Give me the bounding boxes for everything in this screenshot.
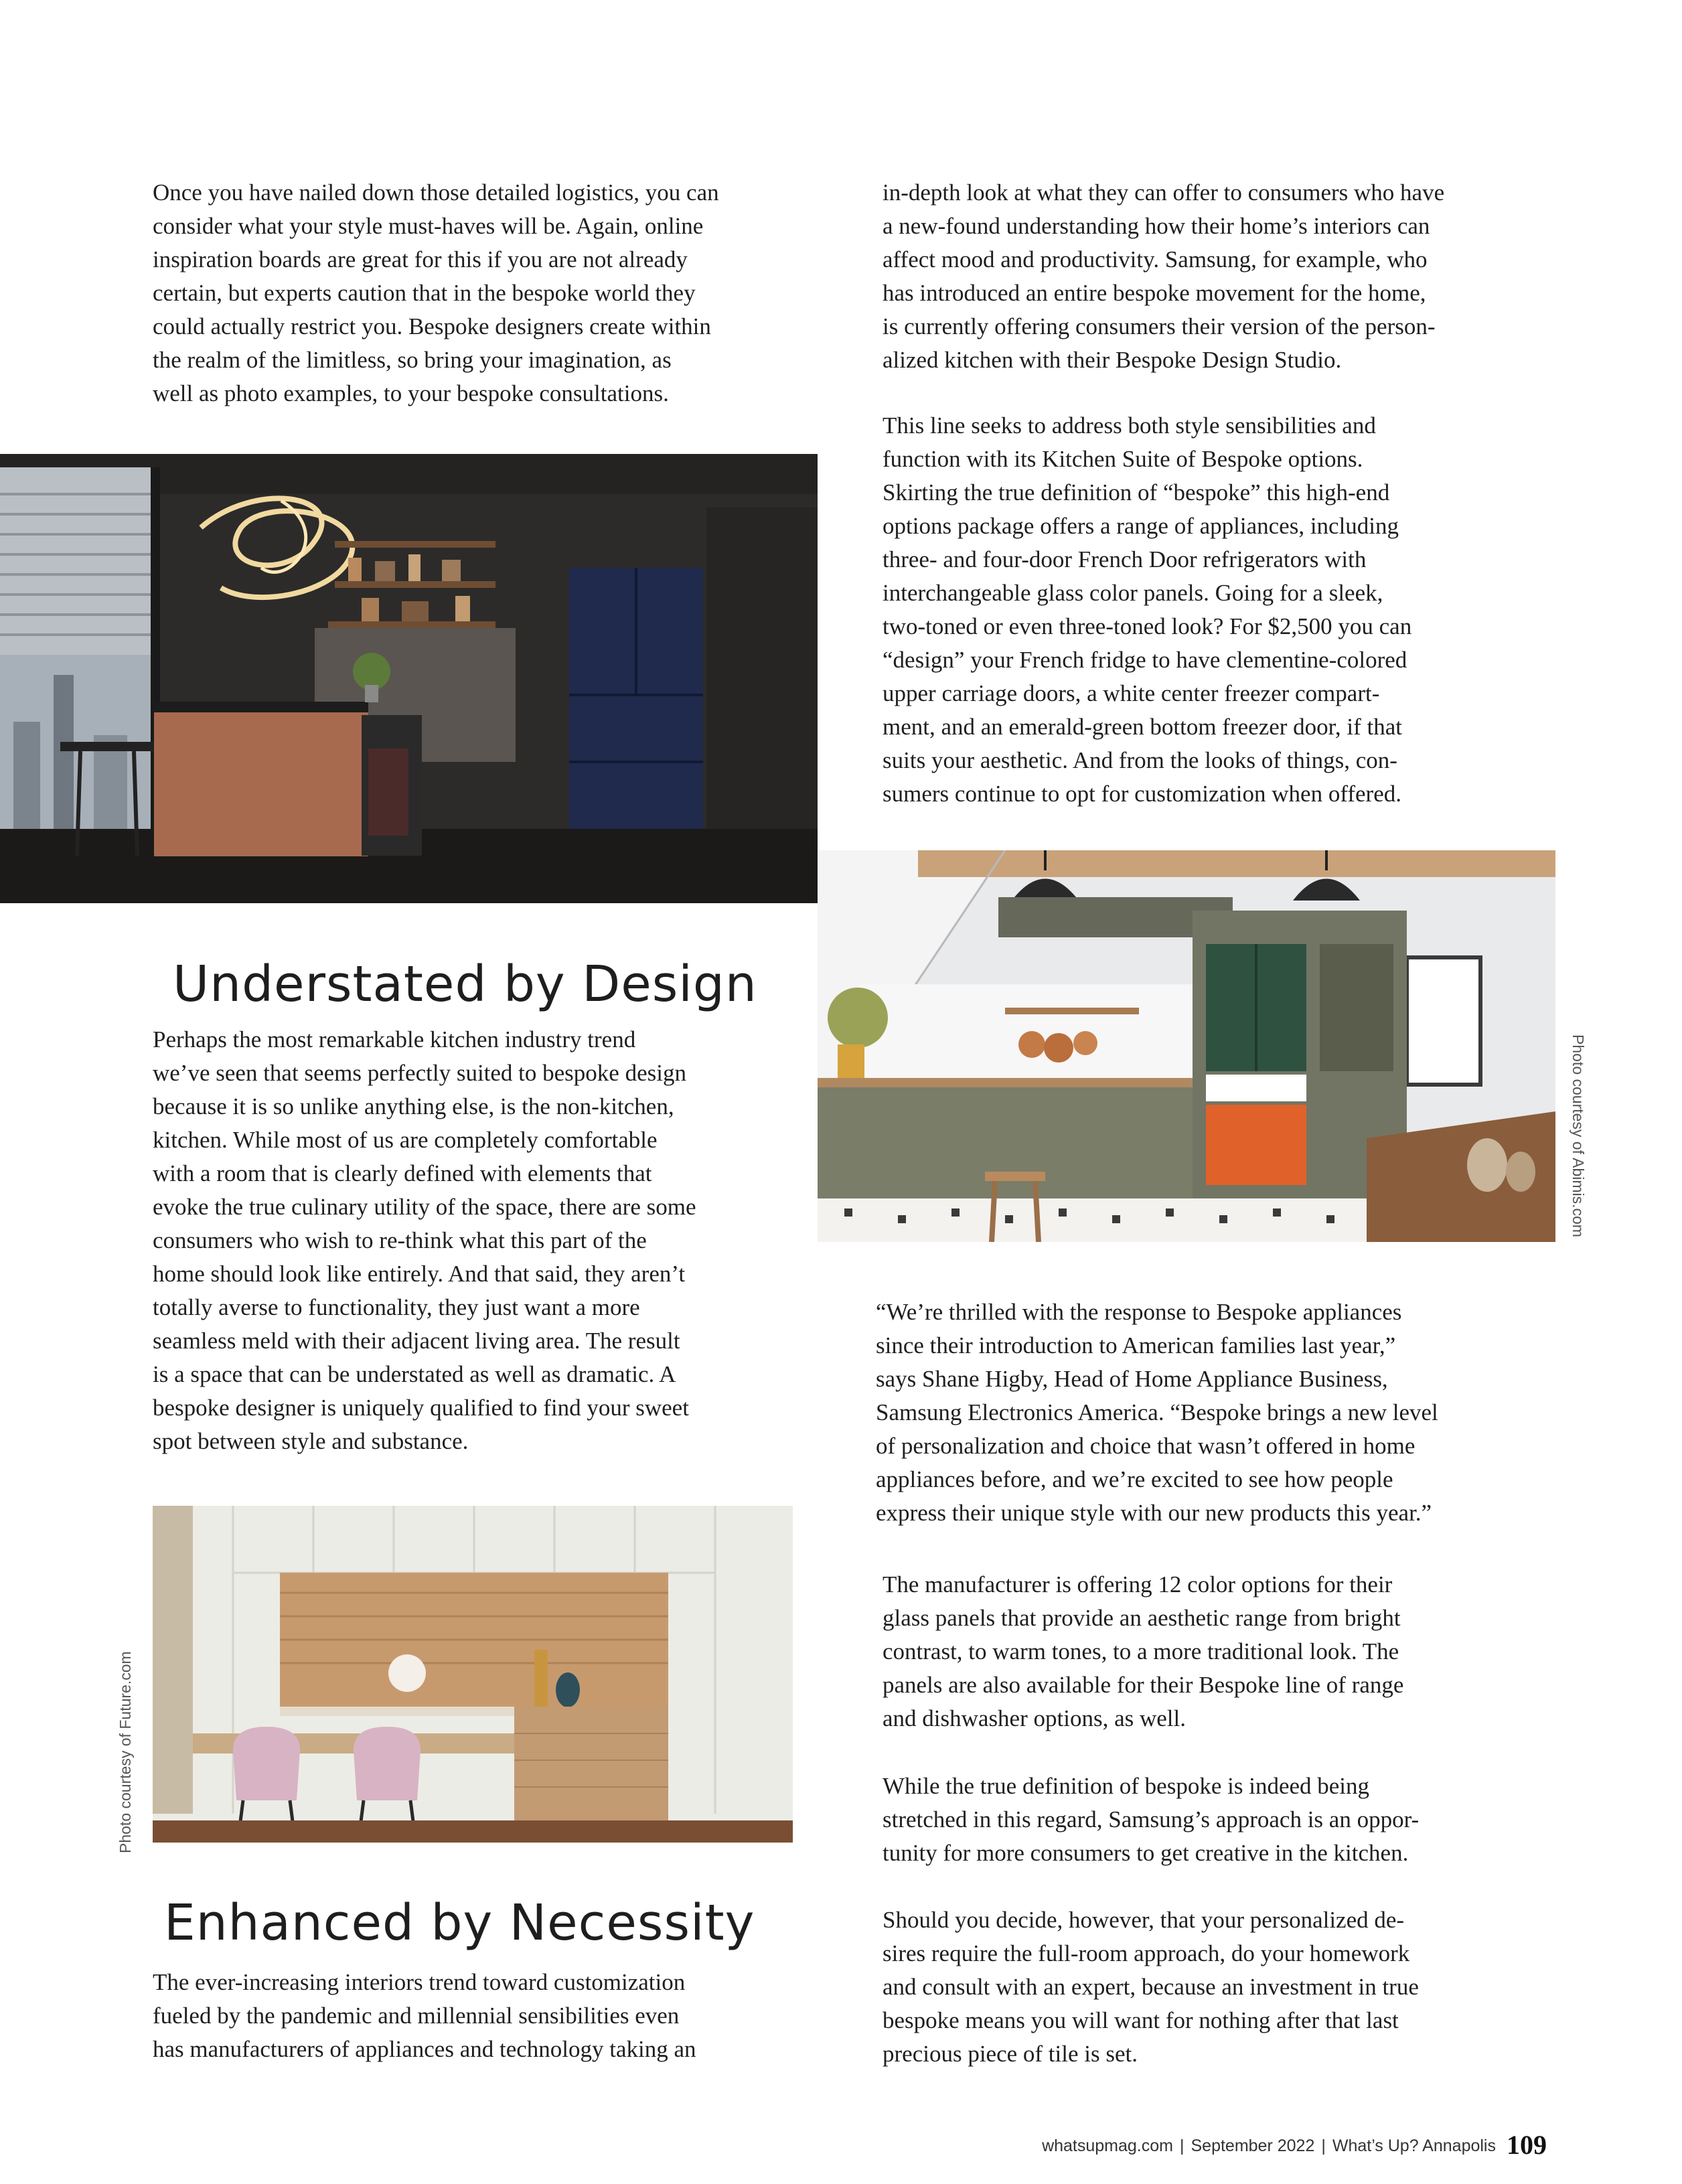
text-line: totally averse to functionality, they just want a more <box>153 1294 640 1320</box>
footer-date: September 2022 <box>1191 2136 1315 2155</box>
text-line: spot between style and substance. <box>153 1428 469 1454</box>
paragraph-customization-trend <box>153 1966 696 2066</box>
paragraph-full-room-approach <box>883 1903 1419 2071</box>
text-line: inspiration boards are great for this if you are not already <box>153 246 688 272</box>
text-line: glass panels that provide an aesthetic range from bright <box>883 1605 1401 1631</box>
text-line: well as photo examples, to your bespoke consultations. <box>153 380 669 406</box>
photo-dark-kitchen <box>0 454 818 903</box>
paragraph-kitchen-suite <box>883 409 1411 811</box>
text-line: Should you decide, however, that your personalized de- <box>883 1907 1405 1933</box>
paragraph-style-must-haves <box>153 176 719 410</box>
photo-credit-abimis: Photo courtesy of Abimis.com <box>1570 1034 1587 1237</box>
text-line: the realm of the limitless, so bring your imagination, as <box>153 347 672 373</box>
text-line: This line seeks to address both style sensibilities and <box>883 412 1376 439</box>
text-line: two-toned or even three-toned look? For $2,500 you can <box>883 613 1412 639</box>
text-line: Skirting the true definition of “bespoke” this high-end <box>883 479 1390 505</box>
page-footer <box>1042 2129 1547 2161</box>
text-line: sumers continue to opt for customization when offered. <box>883 781 1401 807</box>
photo-sage-kitchen <box>818 850 1555 1242</box>
text-line: contrast, to warm tones, to a more traditional look. The <box>883 1638 1399 1664</box>
text-line: because it is so unlike anything else, is the non-kitchen, <box>153 1093 674 1119</box>
text-line: home should look like entirely. And that said, they aren’t <box>153 1261 686 1287</box>
footer-publication: What’s Up? Annapolis <box>1332 2136 1496 2155</box>
footer-site[interactable]: whatsupmag.com <box>1042 2136 1173 2155</box>
footer-separator: | <box>1180 2136 1184 2155</box>
text-line: Samsung Electronics America. “Bespoke brings a new level <box>876 1399 1438 1425</box>
text-line: precious piece of tile is set. <box>883 2041 1138 2067</box>
text-line: appliances before, and we’re excited to see how people <box>876 1466 1393 1492</box>
text-line: bespoke designer is uniquely qualified to find your sweet <box>153 1395 689 1421</box>
paragraph-color-options <box>883 1568 1403 1735</box>
paragraph-samsung-quote <box>876 1296 1438 1530</box>
text-line: panels are also available for their Bespoke line of range <box>883 1672 1404 1698</box>
text-line: fueled by the pandemic and millennial sensibilities even <box>153 2003 680 2029</box>
text-line: a new-found understanding how their home’s interiors can <box>883 213 1430 239</box>
text-line: interchangeable glass color panels. Going for a sleek, <box>883 580 1383 606</box>
text-line: The ever-increasing interiors trend toward customization <box>153 1969 686 1995</box>
text-line: upper carriage doors, a white center freezer compart- <box>883 680 1380 706</box>
text-line: has manufacturers of appliances and technology taking an <box>153 2036 696 2062</box>
text-line: we’ve seen that seems perfectly suited to bespoke design <box>153 1060 686 1086</box>
text-line: ment, and an emerald-green bottom freezer door, if that <box>883 714 1403 740</box>
text-line: consumers who wish to re-think what this part of the <box>153 1227 647 1253</box>
text-line: alized kitchen with their Bespoke Design Studio. <box>883 347 1342 373</box>
text-line: Once you have nailed down those detailed logistics, you can <box>153 179 719 206</box>
text-line: “design” your French fridge to have clementine-colored <box>883 647 1407 673</box>
text-line: says Shane Higby, Head of Home Appliance Business, <box>876 1366 1388 1392</box>
text-line: options package offers a range of appliances, including <box>883 513 1399 539</box>
text-line: sires require the full-room approach, do your homework <box>883 1940 1410 1966</box>
text-line: stretched in this regard, Samsung’s approach is an oppor- <box>883 1806 1420 1832</box>
text-line: since their introduction to American families last year,” <box>876 1332 1396 1358</box>
text-line: of personalization and choice that wasn’t offered in home <box>876 1433 1416 1459</box>
text-line: and dishwasher options, as well. <box>883 1705 1186 1731</box>
page-number: 109 <box>1507 2130 1547 2160</box>
footer-separator: | <box>1321 2136 1326 2155</box>
photo-credit-future: Photo courtesy of Future.com <box>117 1651 134 1853</box>
heading-enhanced-by-necessity: Enhanced by Necessity <box>164 1894 755 1952</box>
text-line: Perhaps the most remarkable kitchen industry trend <box>153 1026 636 1052</box>
paragraph-definition-stretched <box>883 1770 1419 1870</box>
heading-understated-by-design: Understated by Design <box>173 955 757 1013</box>
photo-travertine-dining <box>153 1506 793 1843</box>
text-line: is currently offering consumers their version of the person- <box>883 313 1436 339</box>
text-line: certain, but experts caution that in the bespoke world they <box>153 280 696 306</box>
text-line: function with its Kitchen Suite of Bespoke options. <box>883 446 1363 472</box>
text-line: express their unique style with our new products this year.” <box>876 1500 1432 1526</box>
text-line: is a space that can be understated as well as dramatic. A <box>153 1361 676 1387</box>
text-line: has introduced an entire bespoke movement for the home, <box>883 280 1426 306</box>
text-line: “We’re thrilled with the response to Bespoke appliances <box>876 1299 1402 1325</box>
text-line: affect mood and productivity. Samsung, for example, who <box>883 246 1428 272</box>
text-line: tunity for more consumers to get creative in the kitchen. <box>883 1840 1409 1866</box>
text-line: evoke the true culinary utility of the space, there are some <box>153 1194 696 1220</box>
text-line: in-depth look at what they can offer to consumers who have <box>883 179 1445 206</box>
paragraph-non-kitchen <box>153 1023 696 1458</box>
text-line: The manufacturer is offering 12 color options for their <box>883 1571 1393 1597</box>
text-line: consider what your style must-haves will be. Again, online <box>153 213 704 239</box>
text-line: kitchen. While most of us are completely comfortable <box>153 1127 658 1153</box>
text-line: bespoke means you will want for nothing after that last <box>883 2007 1399 2033</box>
text-line: three- and four-door French Door refrigerators with <box>883 546 1367 572</box>
paragraph-samsung-intro <box>883 176 1444 377</box>
text-line: seamless meld with their adjacent living area. The result <box>153 1328 680 1354</box>
text-line: could actually restrict you. Bespoke designers create within <box>153 313 711 339</box>
text-line: with a room that is clearly defined with elements that <box>153 1160 652 1186</box>
text-line: suits your aesthetic. And from the looks of things, con- <box>883 747 1397 773</box>
text-line: While the true definition of bespoke is indeed being <box>883 1773 1370 1799</box>
text-line: and consult with an expert, because an investment in true <box>883 1974 1419 2000</box>
